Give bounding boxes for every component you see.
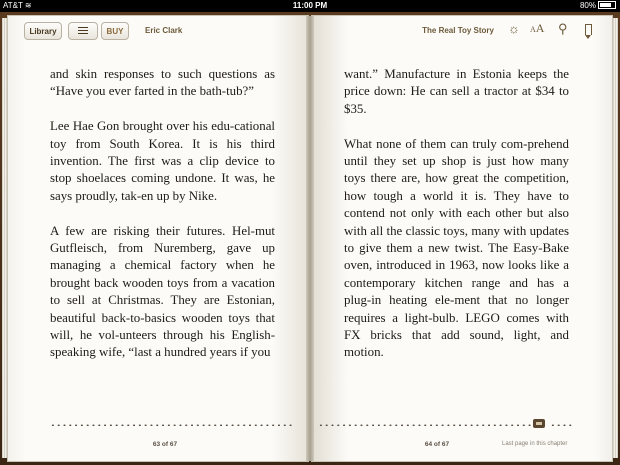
status-bar [0, 0, 620, 12]
brightness-icon[interactable]: ☼ [508, 21, 520, 36]
carrier-label: AT&T ≋ [3, 1, 32, 10]
book-title: The Real Toy Story [422, 26, 494, 35]
clock: 11:00 PM [292, 1, 328, 10]
author-name: Eric Clark [145, 26, 183, 35]
right-page-text [344, 66, 569, 379]
paragraph: Lee Hae Gon brought over his edu-cational toy from South Korea. It is his third invention. The first was a clip device to stop shoelaces coming undone. It was, he says proudly, tak-en up by Nike. [50, 119, 275, 203]
bookmark-icon[interactable] [585, 24, 592, 35]
page-scrubber-right[interactable] [318, 424, 532, 426]
paragraph: want.” Manufacture in Estonia keeps the price down: He can sell a tractor at $34 to $35. [344, 67, 569, 116]
font-size-icon[interactable]: AA [530, 21, 545, 35]
paragraph: and skin responses to such questions as “Have you ever farted in the bath-tub?” [50, 67, 275, 99]
page-scrubber-left[interactable] [50, 424, 294, 426]
chapter-note: Last page in this chapter [502, 441, 568, 447]
paragraph: A few are risking their futures. Hel-mut Gutfleisch, from Nuremberg, gave up managing a chemical factory when he brought back wooden toys from a vacation to sell at Christmas. They are Estonian, beautiful back-to-basics wooden toys that will, he vol-unteers through his English-speaking wife, “last a hundred years if you [50, 223, 275, 360]
battery-indicator: 80% [580, 0, 616, 12]
book-spine [306, 16, 314, 461]
page-edges-right [612, 18, 618, 458]
battery-icon [598, 1, 616, 9]
library-button[interactable]: Library [24, 22, 62, 40]
paragraph: What none of them can truly com-prehend until they set up shop is just how many toys there are, how great the competition, how tough a world it is. They have to contend not only with each other but also with all the classic toys, many with updates to give them a new twist. The Easy-Bake oven, introduced in 1963, now looks like a contemporary kitchen range and has a plug-in heating ele-ment that no longer requires a light-bulb. LEGO comes with FX bricks that add sound, light, and motion. [344, 136, 569, 360]
list-icon [78, 27, 88, 35]
buy-button[interactable]: BUY [101, 22, 129, 40]
wifi-icon: ≋ [24, 1, 32, 10]
left-page-number: 63 of 67 [152, 441, 178, 448]
scrubber-thumb[interactable] [533, 419, 545, 428]
table-of-contents-button[interactable] [68, 22, 98, 40]
search-icon[interactable]: ⚲ [558, 21, 568, 36]
right-page-number: 64 of 67 [424, 441, 450, 448]
left-page-text [50, 66, 275, 379]
page-scrubber-end[interactable] [550, 424, 572, 426]
